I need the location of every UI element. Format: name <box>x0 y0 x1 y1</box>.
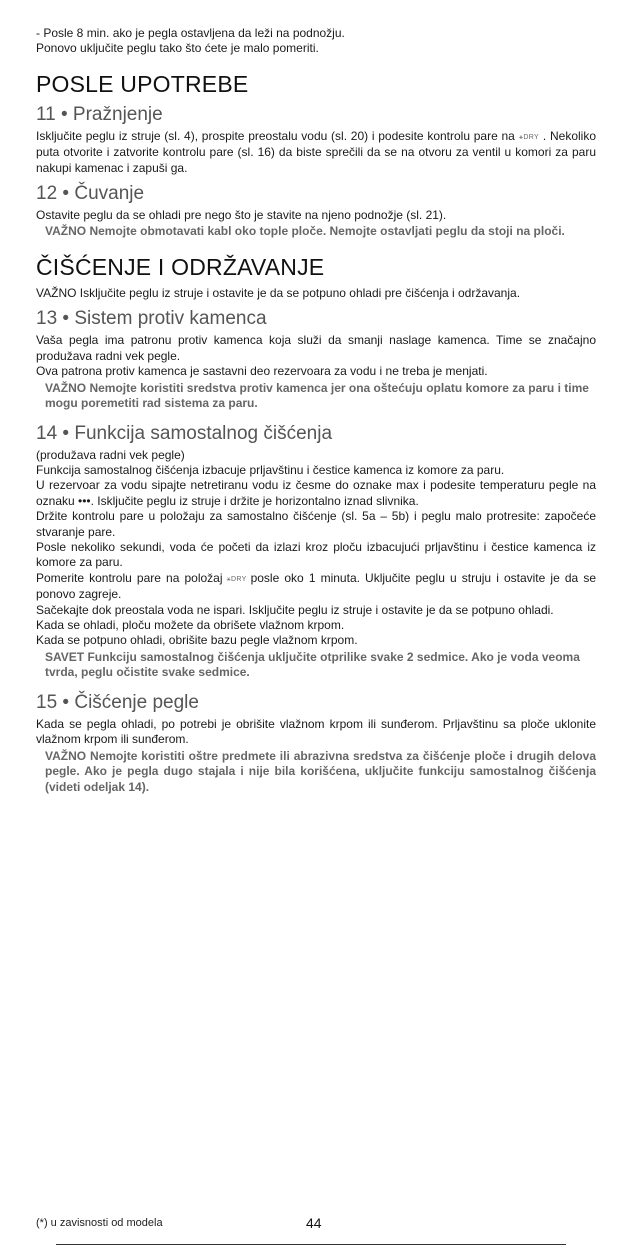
heading-section-15: 15 • Čišćenje pegle <box>36 691 199 713</box>
footer-note: (*) u zavisnosti od modela <box>36 1217 163 1229</box>
dry-label: DRY <box>523 133 539 141</box>
dry-symbol: ⚹ <box>226 575 232 583</box>
ciscenje-intro: VAŽNO Isključite peglu iz struje i ostavite je da se potpuno ohladi pre čišćenja i održavanja. <box>36 285 521 300</box>
section-13-p2: Ova patrona protiv kamenca je sastavni deo rezervoara za vodu i ne treba je menjati. <box>36 364 488 379</box>
section-14-p6-b: posle oko 1 minuta. Uključite peglu u struju i ostavite je da se ponovo zagreje. <box>36 570 596 602</box>
section-12-note: VAŽNO Nemojte obmotavati kabl oko tople ploče. Nemojte ostavljati peglu da stoji na ploči. <box>45 224 565 239</box>
section-13-p1: Vaša pegla ima patronu protiv kamenca koja služi da smanji naslage kamenca. Time se značajno produžava radni vek pegle. <box>36 333 596 363</box>
section-11-text-a: Isključite peglu iz struje (sl. 4), prospite preostalu vodu (sl. 20) i podesite kontrolu pare na <box>36 128 515 143</box>
top-line-2: Ponovo uključite peglu tako što ćete je malo pomeriti. <box>36 41 319 56</box>
section-14-p7: Sačekajte dok preostala voda ne ispari. Isključite peglu iz struje i ostavite je da se potpuno ohladi. <box>36 602 554 617</box>
manual-page <box>36 26 596 795</box>
page-number: 44 <box>306 1215 322 1231</box>
heading-posle-upotrebe: POSLE UPOTREBE <box>36 70 249 97</box>
heading-section-14: 14 • Funkcija samostalnog čišćenja <box>36 422 333 444</box>
section-14-p9: Kada se potpuno ohladi, obrišite bazu pegle vlažnom krpom. <box>36 633 358 648</box>
section-14-p6-a: Pomerite kontrolu pare na položaj <box>36 570 223 585</box>
dry-symbol: ⚹ <box>518 133 524 141</box>
dry-label: DRY <box>231 575 247 583</box>
heading-section-11: 11 • Pražnjenje <box>36 103 163 125</box>
section-14-p2: Funkcija samostalnog čišćenja izbacuje prljavštinu i čestice kamenca iz komore za paru. <box>36 462 505 477</box>
section-14-p4: Držite kontrolu pare u položaju za samostalno čišćenje (sl. 5a – 5b) i peglu malo protresite: započeće stvaranje pare. <box>36 509 596 539</box>
heading-ciscenje: ČIŠĆENJE I ODRŽAVANJE <box>36 253 325 280</box>
steam-dry-icon <box>519 130 539 145</box>
section-14-p6 <box>36 571 596 603</box>
section-15-note: VAŽNO Nemojte koristiti oštre predmete ili abrazivna sredstva za čišćenje ploče i drugih delova pegle. Ako je pegla dugo stajala i nije bila korišćena, uključite funkciju samostalnog čišćenja (videti odeljak 14). <box>45 748 596 794</box>
section-11-text <box>36 129 596 176</box>
top-line-1: - Posle 8 min. ako je pegla ostavljena da leži na podnožju. <box>36 26 345 40</box>
section-14-p8: Kada se ohladi, ploču možete da obrišete vlažnom krpom. <box>36 618 345 633</box>
heading-section-13: 13 • Sistem protiv kamenca <box>36 308 267 330</box>
section-14-p5: Posle nekoliko sekundi, voda će početi da izlazi kroz ploču izbacujući prljavštinu i čestice kamenca iz komore za paru. <box>36 540 596 570</box>
section-11-text-b: . Nekoliko puta otvorite i zatvorite kontrolu pare (sl. 16) da biste sprečili da se na otvoru za ventil u komori za paru nakupi kamenac i zapuši ga. <box>36 128 597 175</box>
steam-dry-icon <box>227 572 247 587</box>
section-14-p1: (produžava radni vek pegle) <box>36 447 185 462</box>
section-14-p3: U rezervoar za vodu sipajte netretiranu vodu iz česme do oznake max i podesite temperaturu pegle na oznaku •••. Isključite peglu iz struje i držite je horizontalno iznad slivnika. <box>36 478 596 508</box>
section-15-p1: Kada se pegla ohladi, po potrebi je obrišite vlažnom krpom ili sunđerom. Prljavštinu sa ploče uklonite vlažnom krpom ili sunđerom. <box>36 716 596 747</box>
section-13-note: VAŽNO Nemojte koristiti sredstva protiv kamenca jer ona oštećuju oplatu komore za paru i time mogu poremetiti rad sistema za paru. <box>45 380 589 411</box>
section-12-text: Ostavite peglu da se ohladi pre nego što je stavite na njeno podnožje (sl. 21). <box>36 208 447 223</box>
heading-section-12: 12 • Čuvanje <box>36 183 145 205</box>
section-14-note: SAVET Funkciju samostalnog čišćenja uključite otprilike svake 2 sedmice. Ako je voda veoma tvrda, peglu očistite svake sedmice. <box>45 649 580 680</box>
